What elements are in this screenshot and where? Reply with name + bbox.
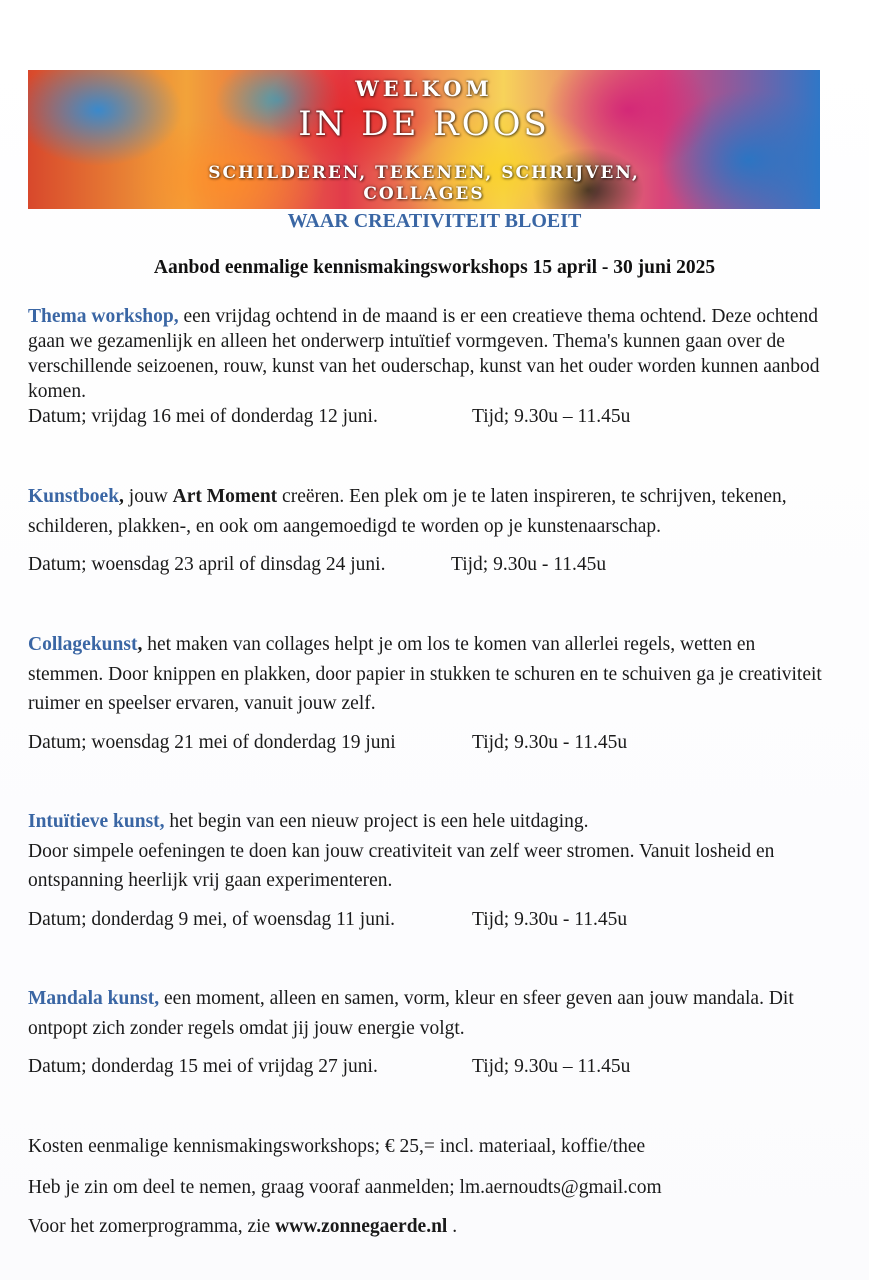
workshop-mandala bbox=[28, 984, 828, 1043]
banner-subtitle-2: COLLAGES bbox=[363, 184, 485, 204]
banner-subtitle: SCHILDEREN, TEKENEN, SCHRIJVEN, bbox=[208, 163, 640, 183]
tagline: WAAR CREATIVITEIT BLOEIT bbox=[287, 210, 582, 232]
workshop-description: het begin van een nieuw project is een hele uitdaging. bbox=[164, 811, 589, 832]
title-suffix: , bbox=[119, 486, 124, 507]
banner-welcome: WELKOM bbox=[355, 76, 493, 101]
workshop-description: creëren. Een plek om je te laten inspireren, te schrijven, tekenen, schilderen, plakken-, en ook om aangemoedigd te worden op je kunstenaarschap. bbox=[28, 486, 787, 537]
summer-text-end: . bbox=[447, 1216, 458, 1237]
page-subtitle: Aanbod eenmalige kennismakingsworkshops 15 april - 30 juni 2025 bbox=[153, 257, 716, 278]
workshop-description-pre: jouw bbox=[123, 486, 173, 507]
website-link[interactable]: www.zonnegaerde.nl bbox=[275, 1216, 448, 1237]
workshop-description: een moment, alleen en samen, vorm, kleur en sfeer geven aan jouw mandala. Dit ontpopt zich zonder regels omdat jij jouw energie volgt. bbox=[28, 988, 794, 1039]
art-moment-text: Art Moment bbox=[172, 486, 278, 507]
signup-info: Heb je zin om deel te nemen, graag vooraf aanmelden; lm.aernoudts@gmail.com bbox=[28, 1177, 662, 1198]
workshop-date: Datum; woensdag 21 mei of donderdag 19 juni bbox=[28, 732, 396, 753]
workshop-description: het maken van collages helpt je om los te komen van allerlei regels, wetten en stemmen. Door knippen en plakken, door papier in stukken te schuren en te schuiven ga je creativiteit ruimer en speelser ervaren, vanuit jouw zelf. bbox=[28, 634, 822, 714]
workshop-thema bbox=[28, 304, 828, 404]
workshop-time: Tijd; 9.30u – 11.45u bbox=[472, 1056, 631, 1077]
workshop-collagekunst bbox=[28, 630, 828, 719]
banner-title: IN DE ROOS bbox=[298, 104, 550, 144]
workshop-time: Tijd; 9.30u - 11.45u bbox=[472, 732, 628, 753]
workshop-title: Kunstboek bbox=[28, 486, 120, 507]
workshop-date: Datum; vrijdag 16 mei of donderdag 12 juni. bbox=[28, 406, 378, 427]
workshop-title: Collagekunst bbox=[28, 634, 138, 655]
workshop-title: Thema workshop, bbox=[28, 306, 179, 327]
workshop-title: Intuïtieve kunst, bbox=[28, 811, 165, 832]
summer-program-info bbox=[28, 1214, 457, 1239]
banner-image bbox=[28, 70, 820, 209]
workshop-date: Datum; donderdag 9 mei, of woensdag 11 juni. bbox=[28, 909, 395, 930]
workshop-title: Mandala kunst, bbox=[28, 988, 160, 1009]
title-suffix: , bbox=[137, 634, 143, 655]
workshop-date: Datum; donderdag 15 mei of vrijdag 27 juni. bbox=[28, 1056, 378, 1077]
workshop-kunstboek bbox=[28, 482, 828, 541]
workshop-time: Tijd; 9.30u - 11.45u bbox=[451, 554, 607, 575]
cost-info: Kosten eenmalige kennismakingsworkshops; € 25,= incl. materiaal, koffie/thee bbox=[28, 1136, 646, 1157]
workshop-description-2: Door simpele oefeningen te doen kan jouw creativiteit van zelf weer stromen. Vanuit losheid en ontspanning heerlijk vrij gaan experimenteren. bbox=[28, 840, 775, 891]
summer-text: Voor het zomerprogramma, zie bbox=[28, 1216, 276, 1237]
workshop-intuitieve-kunst bbox=[28, 807, 828, 896]
workshop-date: Datum; woensdag 23 april of dinsdag 24 juni. bbox=[28, 554, 386, 575]
workshop-time: Tijd; 9.30u – 11.45u bbox=[472, 406, 631, 427]
workshop-description: een vrijdag ochtend in de maand is er een creatieve thema ochtend. Deze ochtend gaan we gezamenlijk en alleen het onderwerp intuïtief vormgeven. Thema's kunnen gaan over de verschillende seizoenen, rouw, kunst van het ouderschap, kunst van het ouder worden kunnen aanbod komen. bbox=[28, 306, 820, 402]
workshop-time: Tijd; 9.30u - 11.45u bbox=[472, 909, 628, 930]
